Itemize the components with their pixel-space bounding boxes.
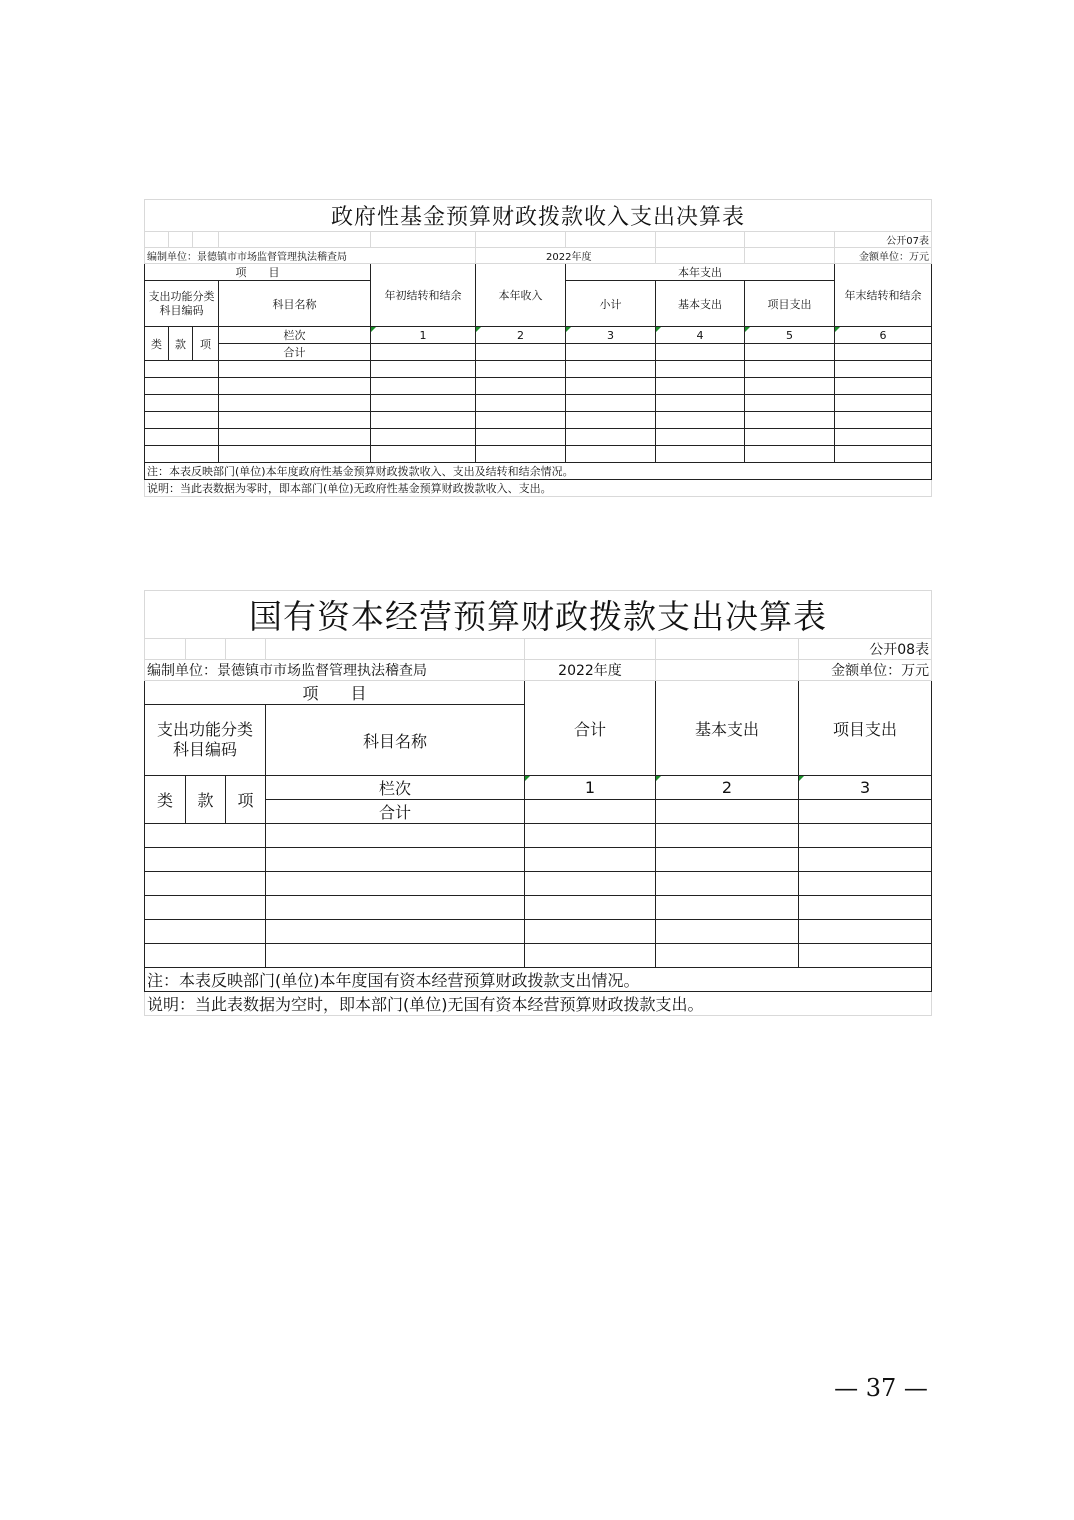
col-number-5: 5 xyxy=(745,327,835,344)
table-row xyxy=(145,944,932,968)
table-08-code: 公开08表 xyxy=(799,639,932,660)
table-row xyxy=(145,920,932,944)
table-07-note: 注：本表反映部门(单位)本年度政府性基金预算财政拨款收入、支出及结转和结余情况。 xyxy=(145,463,932,480)
col-number-6: 6 xyxy=(835,327,932,344)
table-07-government-fund xyxy=(144,199,931,497)
table-08-note: 注：本表反映部门(单位)本年度国有资本经营预算财政拨款支出情况。 xyxy=(145,968,932,992)
header-func-code: 支出功能分类科目编码 xyxy=(145,281,219,327)
table-row xyxy=(145,824,932,848)
table-08-explain: 说明：当此表数据为空时，即本部门(单位)无国有资本经营预算财政拨款支出。 xyxy=(145,992,932,1016)
row-total-label: 合计 xyxy=(266,800,525,824)
header-total: 合计 xyxy=(525,681,656,776)
table-07-code: 公开07表 xyxy=(835,232,932,248)
table-row xyxy=(145,378,932,395)
header-lanci: 栏次 xyxy=(219,327,371,344)
table-08-state-capital xyxy=(144,590,931,1016)
col-number-3: 3 xyxy=(799,776,932,800)
table-08-unit-label: 编制单位：景德镇市市场监督管理执法稽查局 xyxy=(145,660,525,681)
table-07-title: 政府性基金预算财政拨款收入支出决算表 xyxy=(145,200,932,232)
header-lei: 类 xyxy=(145,327,169,361)
col-number-1: 1 xyxy=(371,327,476,344)
header-lanci: 栏次 xyxy=(266,776,525,800)
header-xiang: 项 xyxy=(226,776,266,824)
header-subject-name: 科目名称 xyxy=(219,281,371,327)
header-end-balance: 年末结转和结余 xyxy=(835,264,932,327)
header-basic: 基本支出 xyxy=(656,281,745,327)
header-project: 项 目 xyxy=(145,264,371,281)
table-row xyxy=(145,848,932,872)
table-row xyxy=(145,361,932,378)
table-row xyxy=(145,429,932,446)
table-row xyxy=(145,896,932,920)
col-number-4: 4 xyxy=(656,327,745,344)
header-project-exp: 项目支出 xyxy=(745,281,835,327)
header-project: 项 目 xyxy=(145,681,525,705)
col-number-3: 3 xyxy=(566,327,656,344)
table-row xyxy=(145,872,932,896)
table-08-year: 2022年度 xyxy=(525,660,656,681)
table-08-amount-unit: 金额单位：万元 xyxy=(799,660,932,681)
header-xiang: 项 xyxy=(193,327,219,361)
col-number-2: 2 xyxy=(656,776,799,800)
table-07-grid xyxy=(144,199,932,497)
header-lei: 类 xyxy=(145,776,186,824)
header-subject-name: 科目名称 xyxy=(266,705,525,776)
header-income: 本年收入 xyxy=(476,264,566,327)
table-07-amount-unit: 金额单位：万元 xyxy=(835,248,932,264)
header-basic: 基本支出 xyxy=(656,681,799,776)
header-kuan: 款 xyxy=(186,776,226,824)
header-expense-group: 本年支出 xyxy=(566,264,835,281)
row-total-label: 合计 xyxy=(219,344,371,361)
table-07-explain: 说明：当此表数据为零时，即本部门(单位)无政府性基金预算财政拨款收入、支出。 xyxy=(145,480,932,497)
table-07-unit-label: 编制单位：景德镇市市场监督管理执法稽查局 xyxy=(145,248,476,264)
header-kuan: 款 xyxy=(169,327,193,361)
header-project-exp: 项目支出 xyxy=(799,681,932,776)
header-begin-balance: 年初结转和结余 xyxy=(371,264,476,327)
table-08-grid xyxy=(144,590,932,1016)
table-row xyxy=(145,395,932,412)
col-number-1: 1 xyxy=(525,776,656,800)
col-number-2: 2 xyxy=(476,327,566,344)
header-func-code: 支出功能分类科目编码 xyxy=(145,705,266,776)
table-row xyxy=(145,446,932,463)
table-07-year: 2022年度 xyxy=(476,248,656,264)
page-number: — 37 — xyxy=(834,1374,928,1402)
table-row xyxy=(145,412,932,429)
header-subtotal: 小计 xyxy=(566,281,656,327)
table-08-title: 国有资本经营预算财政拨款支出决算表 xyxy=(145,591,932,639)
